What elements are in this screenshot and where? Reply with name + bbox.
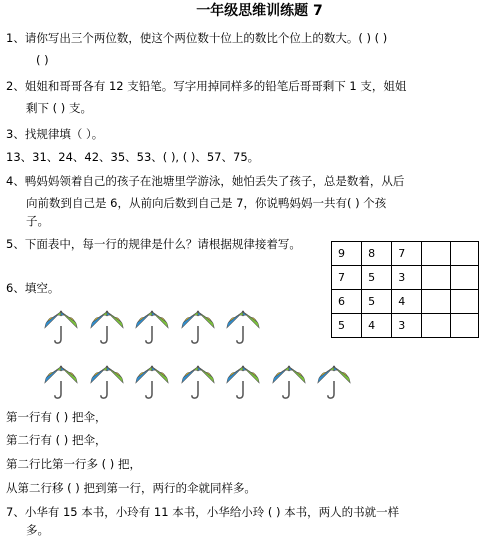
q3-line1: 3、找规律填（ ）。 <box>6 127 104 141</box>
table-cell: 3 <box>392 266 422 290</box>
q4-line2: 向前数到自己是 6，从前向后数到自己是 7，你说鸭妈妈一共有( ) 个孩 <box>26 196 387 210</box>
table-cell <box>450 266 478 290</box>
table-row <box>332 242 479 266</box>
umbrella-icon <box>179 307 217 345</box>
q6-line-4: 从第二行移 ( ) 把到第一行，两行的伞就同样多。 <box>6 481 256 495</box>
table-cell: 7 <box>332 266 362 290</box>
q4-line1: 4、鸭妈妈领着自己的孩子在池塘里学游泳，她怕丢失了孩子，总是数着，从后 <box>6 174 405 188</box>
table-row <box>332 290 479 314</box>
table-cell: 7 <box>392 242 422 266</box>
table-cell: 5 <box>332 314 362 338</box>
q6-label: 6、填空。 <box>6 281 60 295</box>
q1-line2: ( ) <box>36 53 49 67</box>
table-cell <box>422 242 450 266</box>
q4-line3: 子。 <box>26 214 49 228</box>
q7-line2: 多。 <box>26 523 49 537</box>
q2-line2: 剩下 ( ) 支。 <box>26 101 92 115</box>
q6-line-3: 第二行比第一行多 ( ) 把， <box>6 457 141 471</box>
umbrella-icon <box>133 362 171 400</box>
table-cell: 5 <box>362 290 392 314</box>
table-cell: 4 <box>392 290 422 314</box>
table-cell <box>422 290 450 314</box>
pattern-table <box>331 241 479 338</box>
table-cell: 6 <box>332 290 362 314</box>
umbrella-icon <box>315 362 353 400</box>
q6-line-1: 第一行有 ( ) 把伞， <box>6 410 107 424</box>
table-row <box>332 314 479 338</box>
umbrella-icon <box>224 307 262 345</box>
table-cell: 4 <box>362 314 392 338</box>
umbrella-icon <box>88 307 126 345</box>
table-cell: 3 <box>392 314 422 338</box>
q2-line1: 2、姐姐和哥哥各有 12 支铅笔。写字用掉同样多的铅笔后哥哥剩下 1 支，姐姐 <box>6 79 407 93</box>
table-cell <box>422 266 450 290</box>
q3-sequence: 13、31、24、42、35、53、( ), ( )、57、75。 <box>6 150 260 164</box>
title-text: 一年级思维训练题 7 <box>196 3 323 19</box>
table-row <box>332 266 479 290</box>
umbrella-icon <box>224 362 262 400</box>
q1-line1: 1、请你写出三个两位数，使这个两位数十位上的数比个位上的数大。( ) ( ) <box>6 31 388 45</box>
table-cell: 8 <box>362 242 392 266</box>
table-cell <box>450 242 478 266</box>
umbrella-icon <box>88 362 126 400</box>
table-cell <box>450 290 478 314</box>
umbrella-icon <box>42 307 80 345</box>
umbrella-icon <box>133 307 171 345</box>
q5-text: 5、下面表中，每一行的规律是什么？请根据规律接着写。 <box>6 237 301 251</box>
umbrella-icon <box>270 362 308 400</box>
q7-line1: 7、小华有 15 本书，小玲有 11 本书，小华给小玲 ( ) 本书，两人的书就一样 <box>6 505 400 519</box>
table-cell <box>450 314 478 338</box>
q6-line-2: 第二行有 ( ) 把伞， <box>6 433 107 447</box>
worksheet-title <box>0 2 479 20</box>
table-cell <box>422 314 450 338</box>
table-cell: 5 <box>362 266 392 290</box>
umbrella-icon <box>179 362 217 400</box>
umbrella-icon <box>42 362 80 400</box>
table-cell: 9 <box>332 242 362 266</box>
